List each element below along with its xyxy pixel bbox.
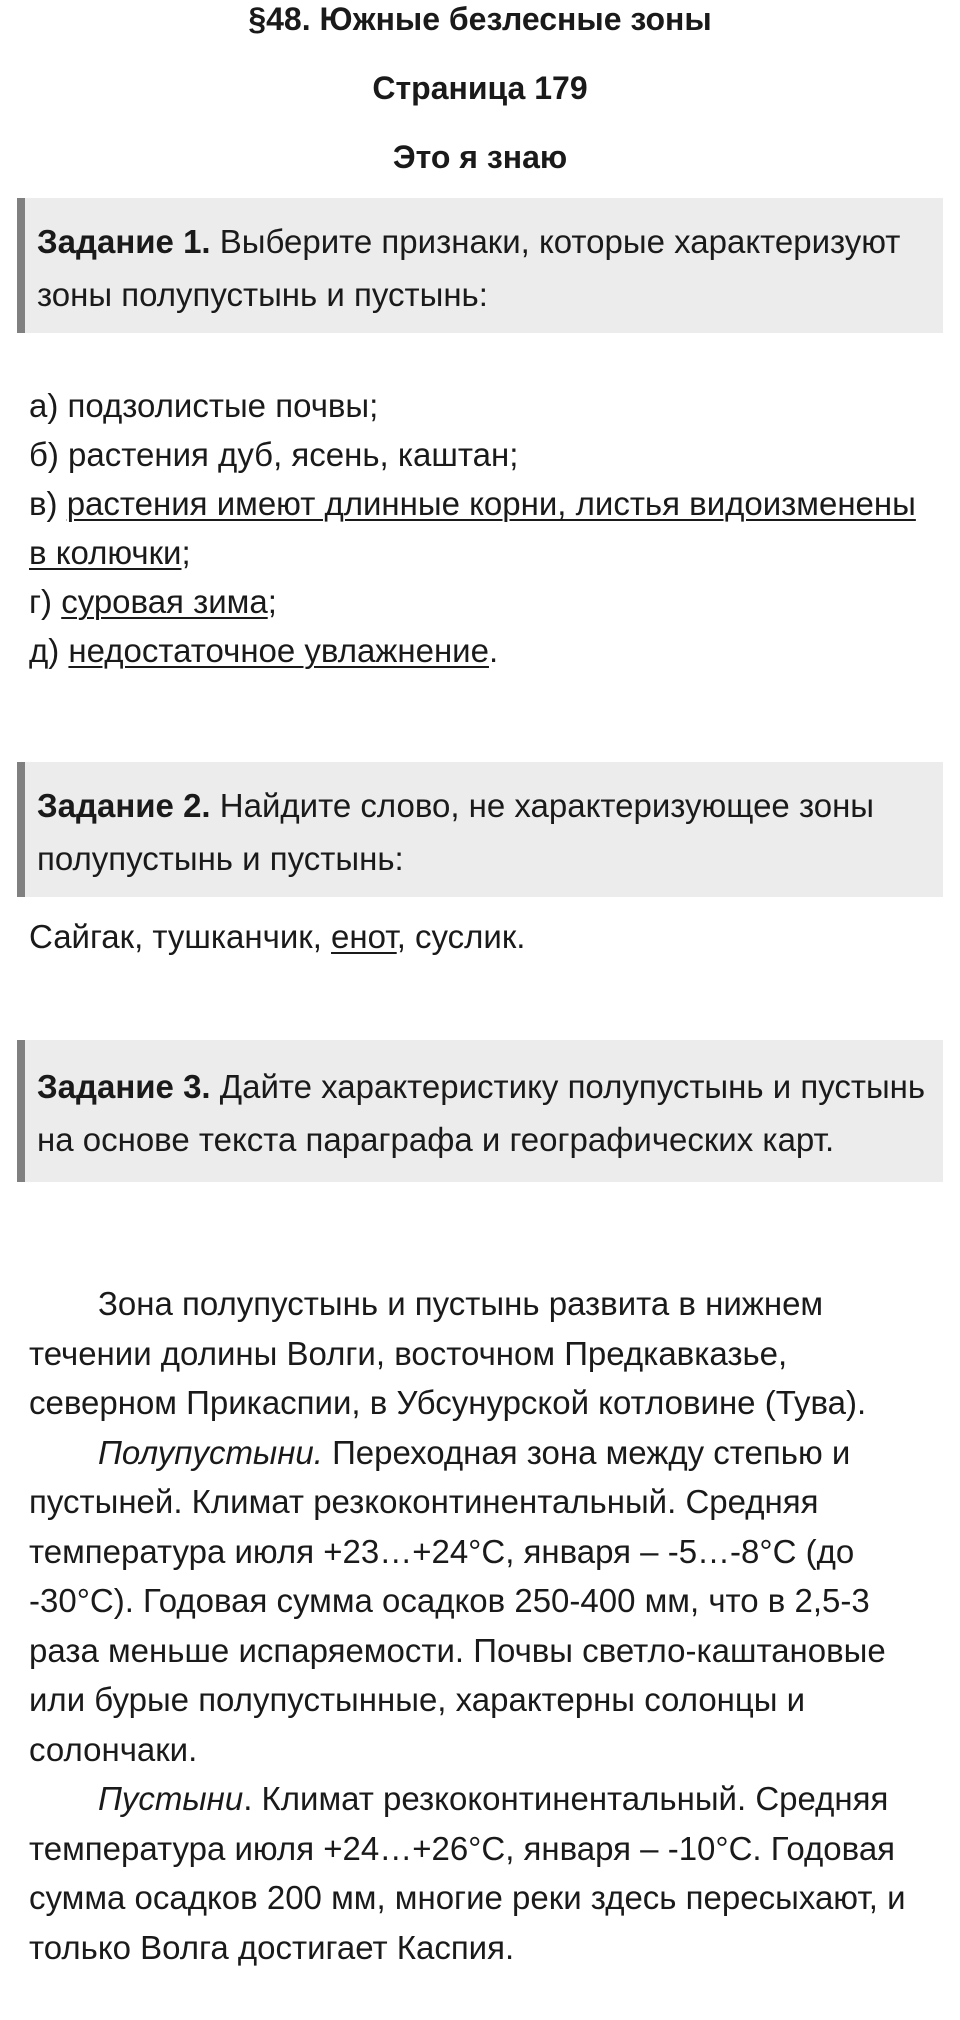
task-1-label: Задание 1. <box>37 223 211 260</box>
page-number-title: Страница 179 <box>372 70 588 106</box>
task-1-box <box>17 198 943 333</box>
option-e-prefix: д) <box>29 632 69 669</box>
task-3-box <box>17 1040 943 1182</box>
option-b: б) растения дуб, ясень, каштан; <box>29 436 519 473</box>
option-e <box>29 626 939 675</box>
option-c-answer: растения имеют длинные корни, листья видоизменены в колючки <box>29 485 916 571</box>
option-e-suffix: . <box>488 632 499 669</box>
option-d-prefix: г) <box>29 583 62 620</box>
task-2-answer <box>29 912 939 961</box>
paragraph-1 <box>29 1279 944 1428</box>
section-title: §48. Южные безлесные зоны <box>248 1 712 37</box>
task-3-text: Дайте характеристику полупустынь и пустынь на основе текста параграфа и географических карт. <box>37 1068 926 1158</box>
task-3-label: Задание 3. <box>37 1068 211 1105</box>
option-c <box>29 479 939 577</box>
option-d-answer: суровая зима <box>61 583 268 620</box>
paragraph-2-title: Полупустыни. <box>98 1433 323 1471</box>
task-2-text: Найдите слово, не характеризующее зоны полупустынь и пустынь: <box>37 787 875 877</box>
paragraph-2-text: Переходная зона между степью и пустыней. Климат резкоконтинентальный. Средняя температура июля +23…+24°С, января – -5…-8°С (до -30°С). Годовая сумма осадков 250-400 мм, что в 2,5-3 раза меньше испаряемости. Почвы светло-каштановые или бурые полупустынные, характерны солонцы и солончаки. <box>29 1433 886 1768</box>
paragraph-3-text: . Климат резкоконтинентальный. Средняя температура июля +24…+26°С, января – -10°С. Годовая сумма осадков 200 мм, многие реки здесь пересыхают, и только Волга достигает Каспия. <box>29 1780 906 1966</box>
option-d <box>29 577 939 626</box>
option-d-suffix: ; <box>267 583 277 620</box>
task-3-answer-text <box>29 1279 944 1972</box>
option-c-suffix: ; <box>181 534 191 571</box>
task-2-answer-line <box>29 912 939 961</box>
paragraph-3-title: Пустыни <box>98 1780 244 1817</box>
task-2-answer-after: , суслик. <box>396 918 526 955</box>
task-1-options <box>29 381 939 675</box>
task-2-label: Задание 2. <box>37 787 211 824</box>
task-2-answer-marked: енот <box>331 918 397 955</box>
paragraph-1-text: Зона полупустынь и пустынь развита в нижнем течении долины Волги, восточном Предкавказье, северном Прикаспии, в Убсунурской котловине (Тува). <box>29 1285 867 1421</box>
task-2-box <box>17 762 943 897</box>
option-c-prefix: в) <box>29 485 67 522</box>
subtitle: Это я знаю <box>392 139 568 175</box>
option-a: а) подзолистые почвы; <box>29 387 379 424</box>
paragraph-3 <box>29 1774 944 1972</box>
option-e-answer: недостаточное увлажнение <box>68 632 489 669</box>
paragraph-2 <box>29 1428 944 1775</box>
task-1-text: Выберите признаки, которые характеризуют зоны полупустынь и пустынь: <box>37 223 901 313</box>
task-2-answer-before: Сайгак, тушканчик, <box>29 918 332 955</box>
